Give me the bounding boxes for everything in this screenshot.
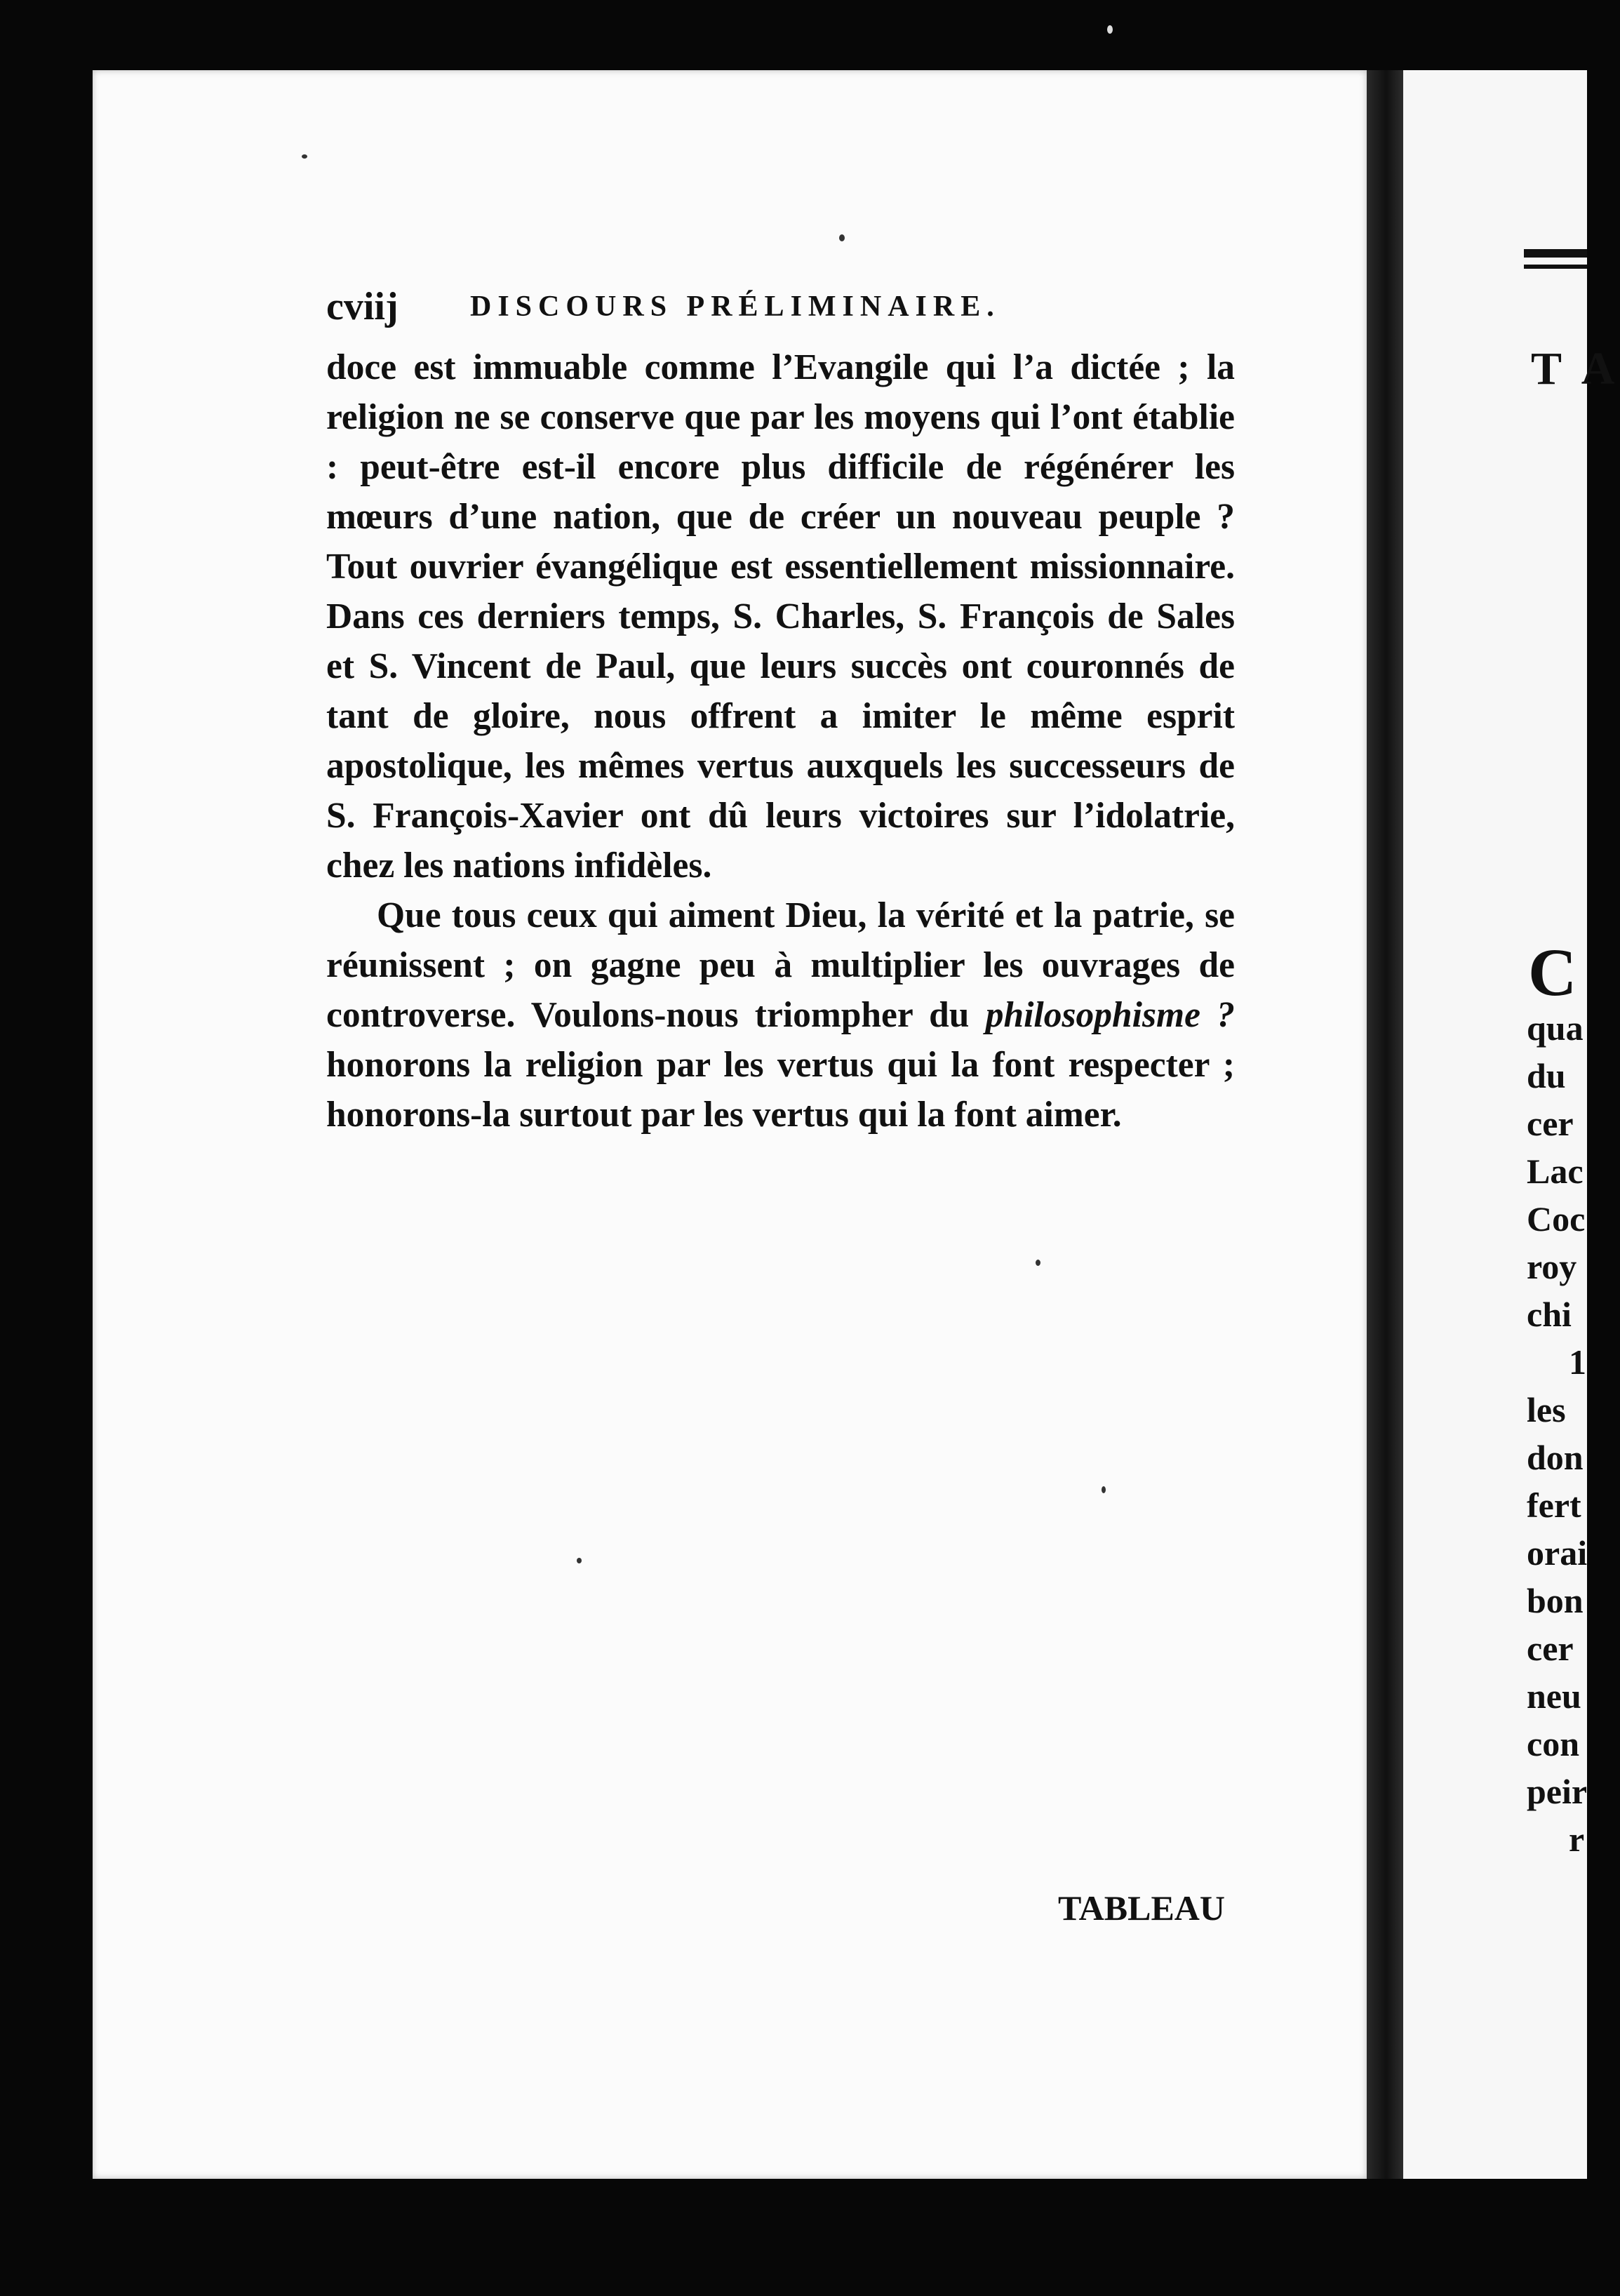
paragraph: doce est immuable comme l’Evangile qui l’a dictée ; la religion ne se conserve que par les moyens qui l’ont établie : peut-être est-il encore plus difficile de régénérer les mœurs d’une nation, que de créer un nouveau peuple ? Tout ouvrier évangélique est essentiellement missionnaire. Dans ces derniers temps, S. Charles, S. François de Sales et S. Vincent de Paul, que leurs succès ont couronnés de tant de gloire, nous offrent a imiter le même esprit apostolique, les mêmes vertus auxquels les successeurs de S. François-Xavier ont dû leurs victoires sur l’idolatrie, chez les nations infidèles. (326, 347, 1235, 886)
next-page-line-fragment: bon (1527, 1581, 1584, 1620)
print-speck (577, 1558, 582, 1563)
next-page-line-fragment: orai (1527, 1533, 1588, 1573)
print-speck (1107, 25, 1113, 34)
print-speck (302, 154, 307, 159)
next-page-line-fragment: du (1527, 1056, 1566, 1095)
next-page-line-fragment: Lac (1527, 1152, 1584, 1191)
body-text (326, 342, 1235, 1140)
page-header (326, 284, 1105, 333)
next-page-line-fragment: qua (1527, 1008, 1584, 1048)
page-number: cviij (326, 285, 399, 328)
paragraph-text: honorons la religion par les vertus qui la font respecter ; honorons-la surtout par les vertus qui la font aimer. (326, 1045, 1235, 1135)
next-page-line-fragment: fert (1527, 1486, 1581, 1525)
next-page-line-fragment: chi (1527, 1295, 1572, 1334)
paragraph-text: Que tous ceux qui aiment Dieu, la vérité et la patrie, se réunissent ; on gagne peu à multiplier les ouvrages de controverse. Voulons-nous triompher du (326, 895, 1235, 1035)
next-page-rule-thin (1524, 265, 1587, 269)
next-page-line-fragment: neu (1527, 1676, 1581, 1716)
next-page-line-fragment: roy (1527, 1247, 1577, 1286)
print-speck (1102, 1486, 1106, 1493)
next-page-drop-cap: C (1528, 935, 1577, 1010)
catchword: TABLEAU (1058, 1888, 1226, 1928)
next-page-line-fragment: con (1527, 1724, 1579, 1763)
next-page-line-fragment: r (1569, 1820, 1585, 1859)
italic-word: philosophisme ? (985, 995, 1235, 1035)
next-page-line-fragment: cer (1527, 1629, 1574, 1668)
running-head: DISCOURS PRÉLIMINAIRE. (470, 291, 1000, 323)
next-page-line-fragment: peir (1527, 1772, 1588, 1811)
print-speck (839, 234, 845, 241)
next-page-rule-thick (1524, 249, 1587, 258)
next-page-line-fragment: les (1527, 1390, 1566, 1429)
next-page-line-fragment: cer (1527, 1104, 1574, 1143)
next-page-line-fragment: don (1527, 1438, 1584, 1477)
next-page-line-fragment: 1 (1569, 1342, 1586, 1382)
paragraph (326, 890, 1235, 1140)
next-page-line-fragment: Coc (1527, 1199, 1586, 1239)
next-page-title-fragment: T A (1531, 343, 1620, 394)
print-speck (1036, 1260, 1040, 1266)
